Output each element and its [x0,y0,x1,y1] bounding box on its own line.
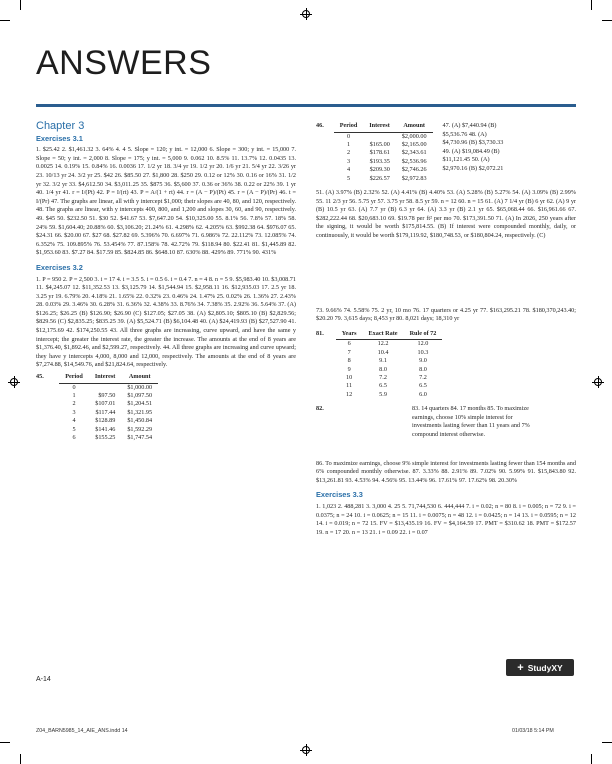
left-column [36,122,296,442]
table-cell: $178.61 [369,149,390,157]
table-cell: $1,204.51 [127,400,153,408]
answers-86-98: 86. To maximize earnings, choose 9% simple interest for investments lasting fewer than 154 months and 6% compounded monthly otherwise. 87. 3.33% 88. 2.91% 89. 7.02% 90. 5.99% 91. $15,843.80 92. $13,261.81 93. 4.53% 94. 4.56% 95. 13.44% 96. 17.61% 97. 17.62% 98. 20.30% [316,459,576,484]
table-row [334,158,433,166]
table-header-cell: Period [59,373,89,383]
table-header-cell: Interest [363,122,396,132]
table-row [336,357,443,365]
section-heading-3-2: Exercises 3.2 [36,262,83,272]
answers-3-2: 1. P = 950 2. P = 2,500 3. i = 17 4. i = 3.5 5. i = 0.5 6. i = 0.4 7. n = 4 8. n = 5 9. $5,983.40 10. $3,008.71 11. $4,245.07 12. $11,352.53 13. $3,125.79 14. $1,544.94 15. $2,958.11 16. $12,935.03 17. 2.5 yr 18. 3.25 yr 19. 6.79% 20. 4.18% 21. 1.65% 22. 0.32% 23. 0.46% 24. 1.47% 25. 0.02% 26. 1.36% 27. 2.43% 28. 0.03% 29. 3.46% 30. 6.28% 31. 6.36% 32. 4.38% 33. 8.76% 34. 7.38% 35. 2.92% 36. 5.64% 37. (A) $126.25; $26.25 (B) $126.90; $26.90 (C) $127.05; $27.05 38. (A) $2,805.10; $805.10 (B) $2,829.56; $829.56 (C) $2,835.25; $835.25 39. (A) $5,524.71 (B) $6,104.48 40. (A) $24,419.93 (B) $27,527.90 41. $12,175.69 42. $174,250.55 43. All three graphs are increasing, curve upward, and have the same y intercept; the greater the interest rate, the greater the increase. The amounts at the end of 8 years are $1,376.40, $1,892.46, and $2,599.27, respectively. 44. All three graphs are increasing and curve upward; they have y intercepts 4,000, 8,000 and 12,000, respectively. The amounts at the end of 8 years are $7,274.88, $14,549.76, and $21,824.64, respectively. [36,275,296,369]
section-heading-3-1: Exercises 3.1 [36,133,83,143]
table-cell: 0 [72,383,76,391]
table-45 [59,373,158,442]
table-81-label: 81. [316,329,324,337]
trim-line [602,742,612,743]
table-header-cell: Exact Rate [363,330,404,340]
trim-line [20,754,21,764]
table-cell: $107.01 [95,400,116,408]
table-cell: 10 [346,374,353,381]
page-title: ANSWERS [36,44,212,82]
table-cell: 8 [347,357,351,365]
registration-mark-right-icon [592,376,604,388]
table-cell: 4 [72,417,76,425]
registration-mark-top-icon [300,8,312,20]
answers-82-85-block [316,405,576,439]
table-46-label: 46. [316,122,324,129]
table-cell: 7.2 [419,374,427,381]
table-cell: 5 [72,425,76,433]
table-cell: $1,450.84 [127,417,153,425]
table-cell: $2,165.00 [401,141,427,148]
figure-72-placeholder [316,241,576,307]
table-cell: $209.30 [369,166,390,174]
table-row [59,409,158,417]
table-cell: 7 [347,348,351,356]
table-cell: 6 [347,340,351,348]
table-cell: $141.46 [95,425,116,433]
table-cell: 6.5 [379,382,387,390]
table-cell: 10.3 [417,348,429,356]
chapter-heading: Chapter 3 [36,120,85,132]
table-cell: $155.25 [95,434,116,442]
table-45-label: 45. [36,373,44,381]
table-row [336,349,443,357]
table-cell: $1,000.00 [127,383,153,391]
plus-icon: + [517,661,524,674]
table-cell: 3 [72,408,76,416]
answers-3-3: 1. 1,023 2. 488,281 3. 3,000 4. 25 5. 71,744,530 6. 444,444 7. i = 0.02; n = 80 8. i = 0.005; n = 72 9. i = 0.0375; n = 24 10. i = 0.0625; n = 15 11. i = 0.0075; n = 48 12. i = 0.0425; n = 14 13. i = 0.0595; n = 12 14. i = 0.019; n = 72 15. FV = $13,435.19 16. FV = $4,164.59 17. PMT = $310.62 18. PMT = $172.57 19. n = 17 20. n = 13 21. i = 0.09 22. i = 0.07 [316,502,576,536]
table-cell: $193.35 [369,157,390,165]
table-46 [334,122,433,183]
page-number: A-14 [36,676,51,683]
table-cell: $2,000.00 [401,132,427,140]
trim-line [0,20,10,21]
table-cell: 6.0 [419,390,427,398]
table-header-row [336,330,443,340]
table-cell: $128.89 [95,417,116,425]
table-cell: $2,536.96 [401,157,427,165]
answers-83-85: 83. 14 quarters 84. 17 months 85. To maximize earnings, choose 10% simple interest for investments lasting fewer than 11 years and 7% compound interest otherwise. [412,405,530,438]
answer-82-label: 82. [316,405,324,413]
table-cell: $165.00 [369,141,390,148]
table-cell: 10.4 [377,348,389,356]
table-cell: 5.9 [379,390,387,398]
table-cell: 2 [72,400,76,408]
table-row [59,383,158,392]
table-row [59,400,158,408]
table-cell [363,132,396,141]
table-81-block [316,330,576,399]
table-row [336,374,443,382]
table-cell: 1 [72,392,76,400]
table-cell [89,383,122,392]
table-cell: 8.0 [379,365,387,373]
brand-label: StudyXY [527,662,563,673]
table-row [336,366,443,374]
table-cell: 12.0 [417,340,429,348]
table-cell: 12 [346,390,353,398]
table-header-cell: Period [334,122,364,132]
table-header-row [334,122,433,132]
table-cell: 6.5 [419,382,427,390]
table-cell: $2,343.61 [401,149,427,157]
registration-mark-left-icon [8,376,20,388]
table-cell: 4 [346,166,351,174]
answers-73-80: 73. 9.66% 74. 5.58% 75. 2 yr, 10 mo 76. 17 quarters or 4.25 yr 77. $163,295.21 78. $180,370,243.40; $20.20 79. 3,615 days; 8,453 yr 80. 8,021 days; 18,310 yr [316,306,576,323]
table-cell: $1,097.50 [127,392,153,400]
table-header-cell: Amount [396,122,433,132]
table-cell: 6 [72,434,76,442]
table-row [334,149,433,157]
trim-line [602,20,612,21]
table-row [334,175,433,183]
table-46-block [316,122,576,183]
table-cell: 12.2 [377,340,389,348]
table-cell: 11 [346,382,353,390]
table-cell: $2,746.26 [401,166,427,174]
table-header-cell: Amount [121,373,158,383]
table-cell: 9.0 [419,357,427,365]
table-cell: $117.44 [95,408,116,416]
date-slug: 01/03/18 5:14 PM [512,728,554,734]
table-row [334,141,433,149]
studyxy-badge[interactable] [506,659,574,676]
table-cell: $97.50 [98,392,116,400]
trim-line [591,0,592,10]
table-header-cell: Interest [89,373,122,383]
table-cell: 3 [346,157,351,165]
table-row [59,434,158,442]
table-cell: $2,972.83 [401,174,427,182]
table-cell: $1,592.29 [127,425,153,433]
trim-line [591,754,592,764]
table-cell: 2 [346,149,351,157]
table-cell: $1,321.95 [127,408,153,416]
file-slug: Z04_BARN5985_14_AIE_ANS.indd 14 [36,728,128,734]
table-row [336,382,443,390]
table-row [334,166,433,174]
table-row [336,340,443,349]
table-header-row [59,373,158,383]
table-header-cell: Rule of 72 [404,330,443,340]
table-cell: 7.2 [379,374,387,381]
answers-51-71: 51. (A) 3.97% (B) 2.32% 52. (A) 4.41% (B) 4.40% 53. (A) 5.28% (B) 5.27% 54. (A) 3.09% (B) 2.99% 55. 11 2/3 yr 56. 5.75 yr 57. 3.75 yr 58. 8.5 yr 59. n = 12 60. n = 15 61. (A) 7 1/4 yr (B) 6 yr 62. (A) 9 yr (B) 10.5 yr 63. (A) 7.7 yr (B) 6.3 yr 64. (A) 3.3 yr (B) 2.1 yr 65. $65,068.44 66. $16,961.66 67. $282,222.44 68. $20,683.10 69. $19.78 per ft² per mo 70. $173,391.50 71. (A) In 2026, 250 years after the signing, it would be worth $175,814.55. (B) If interest were compounded monthly, daily, or continuously, it would be worth $179,119.92, $180,748.53, or $180,804.24, respectively. (C) [316,189,576,239]
table-81 [336,330,443,399]
registration-mark-bottom-icon [300,744,312,756]
table-row [334,132,433,141]
right-column [316,122,576,537]
section-heading-3-3: Exercises 3.3 [316,490,363,500]
table-cell: 0 [346,132,351,140]
table-cell: 8.0 [419,365,427,373]
trim-line [20,0,21,10]
table-row [59,392,158,400]
table-row [336,391,443,399]
table-cell: 1 [346,141,351,148]
table-row [59,426,158,434]
table-cell: 9.1 [379,357,387,365]
table-cell: $1,747.54 [127,434,153,442]
table-45-block [36,373,296,442]
title-rule [36,104,576,107]
table-cell: 9 [347,365,351,373]
table-row [59,417,158,425]
table-cell: 5 [346,174,351,182]
table-header-cell: Years [336,330,363,340]
answers-47-50: 47. (A) $7,440.94 (B) $5,536.76 48. (A) $4,730.96 (B) $3,730.33 49. (A) $19,084.49 (B) $11,121.45 50. (A) $2,970.16 (B) $2,072.21 [442,122,504,172]
trim-line [0,742,10,743]
table-cell: $226.57 [369,174,390,182]
answers-3-1: 1. $25.42 2. $1,461.32 3. 64% 4. 4 5. Slope = 120; y int. = 12,000 6. Slope = 300; y int. = 15,000 7. Slope = 50; y int. = 2,000 8. Slope = 175; y int. = 5,000 9. 0.062 10. 8.5% 11. 13.7% 12. 0.0435 13. 0.0025 14. 0.19% 15. 0.84% 16. 0.0036 17. 1/2 yr 18. 3/4 yr 19. 1/2 yr 20. 1/6 yr 21. 5/4 yr 22. 3/26 yr 23. 10/13 yr 24. 3/2 yr 25. $42 26. $85.50 27. $1,800 28. $250 29. 0.12 or 12% 30. 0.16 or 16% 31. 1/2 yr 32. 3/2 yr 33. $4,612.50 34. $3,011.25 35. $875 36. $5,600 37. 0.36 or 36% 38. 0.22 or 22% 39. 1 yr 40. 1/4 yr 41. r = I/(Pt) 42. P = I/(rt) 43. P = A/(1 + rt) 44. r = (A − P)/(Pt) 45. r = (A − P)/(Pr) 46. t = I/(Pr) 47. The graphs are linear, all with y intercept $1,000; their slopes are 40, 80, and 120, respectively. 48. The graphs are linear, with y intercepts 400, 800, and 1,200 and slopes 30, 60, and 90, respectively. 49. $45 50. $232.50 51. $30 52. $41.67 53. $7,647.20 54. $10,325.00 55. 8.1% 56. 7.8% 57. 18% 58. 24% 59. $1,604.40; 20.88% 60. $3,106.20; 21.24% 61. 4.298% 62. 4.205% 63. $992.38 64. $976.07 65. $24.31 66. $20.00 67. $27 68. $27.82 69. 5.396% 70. 6.697% 71. 6.986% 72. 22.112% 73. 12.085% 74. 6.352% 75. 109.895% 76. 53.454% 77. 87.158% 78. 42.72% 79. $118.94 80. $22.41 81. $1,445.89 82. $1,953.60 83. $7.27 84. $17.59 85. $824.85 86. $648.10 87. 630% 88. 429% 89. 771% 90. 431% [36,146,296,257]
